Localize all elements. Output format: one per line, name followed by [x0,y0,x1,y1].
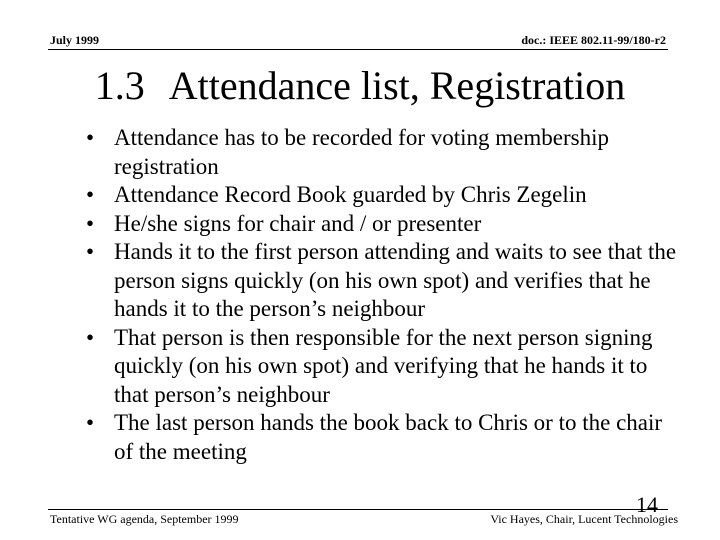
bullet-item [86,181,686,210]
bullet-item [86,324,686,410]
header-date: July 1999 [50,33,100,47]
header-rule [48,49,668,50]
bullet-item [86,210,686,239]
bullet-list [86,124,686,466]
bullet-icon: • [86,125,95,150]
section-number: 1.3 [94,63,145,108]
bullet-text: Attendance Record Book guarded by Chris Zegelin [114,182,587,207]
bullet-text: He/she signs for chair and / or presenter [114,210,482,236]
bullet-text: That person is then responsible for the next person signing quickly (on his own spot) and verifying that he hands it to that person’s neighbour [114,324,653,407]
bullet-icon: • [86,210,95,236]
bullet-text: The last person hands the book back to Chris or to the chair of the meeting [114,410,663,464]
footer-left: Tentative WG agenda, September 1999 [50,512,239,526]
header-doc-ref: doc.: IEEE 802.11-99/180-r2 [521,33,666,47]
bullet-item [86,238,686,324]
bullet-icon: • [86,239,95,264]
bullet-item [86,124,686,181]
bullet-text: Hands it to the first person attending and waits to see that the person signs quickly (on his own spot) and verifies that he hands it to the person’s neighbour [114,239,677,321]
bullet-text: Attendance has to be recorded for voting membership registration [114,125,609,179]
footer-rule [48,509,668,510]
bullet-item [86,409,686,466]
bullet-icon: • [86,410,95,435]
page-number: 14 [636,492,658,517]
slide-title [0,62,720,110]
bullet-icon: • [86,182,95,207]
bullet-icon: • [86,324,95,350]
title-text: Attendance list, Registration [168,63,626,108]
footer-right: Vic Hayes, Chair, Lucent Technologies [490,512,678,526]
